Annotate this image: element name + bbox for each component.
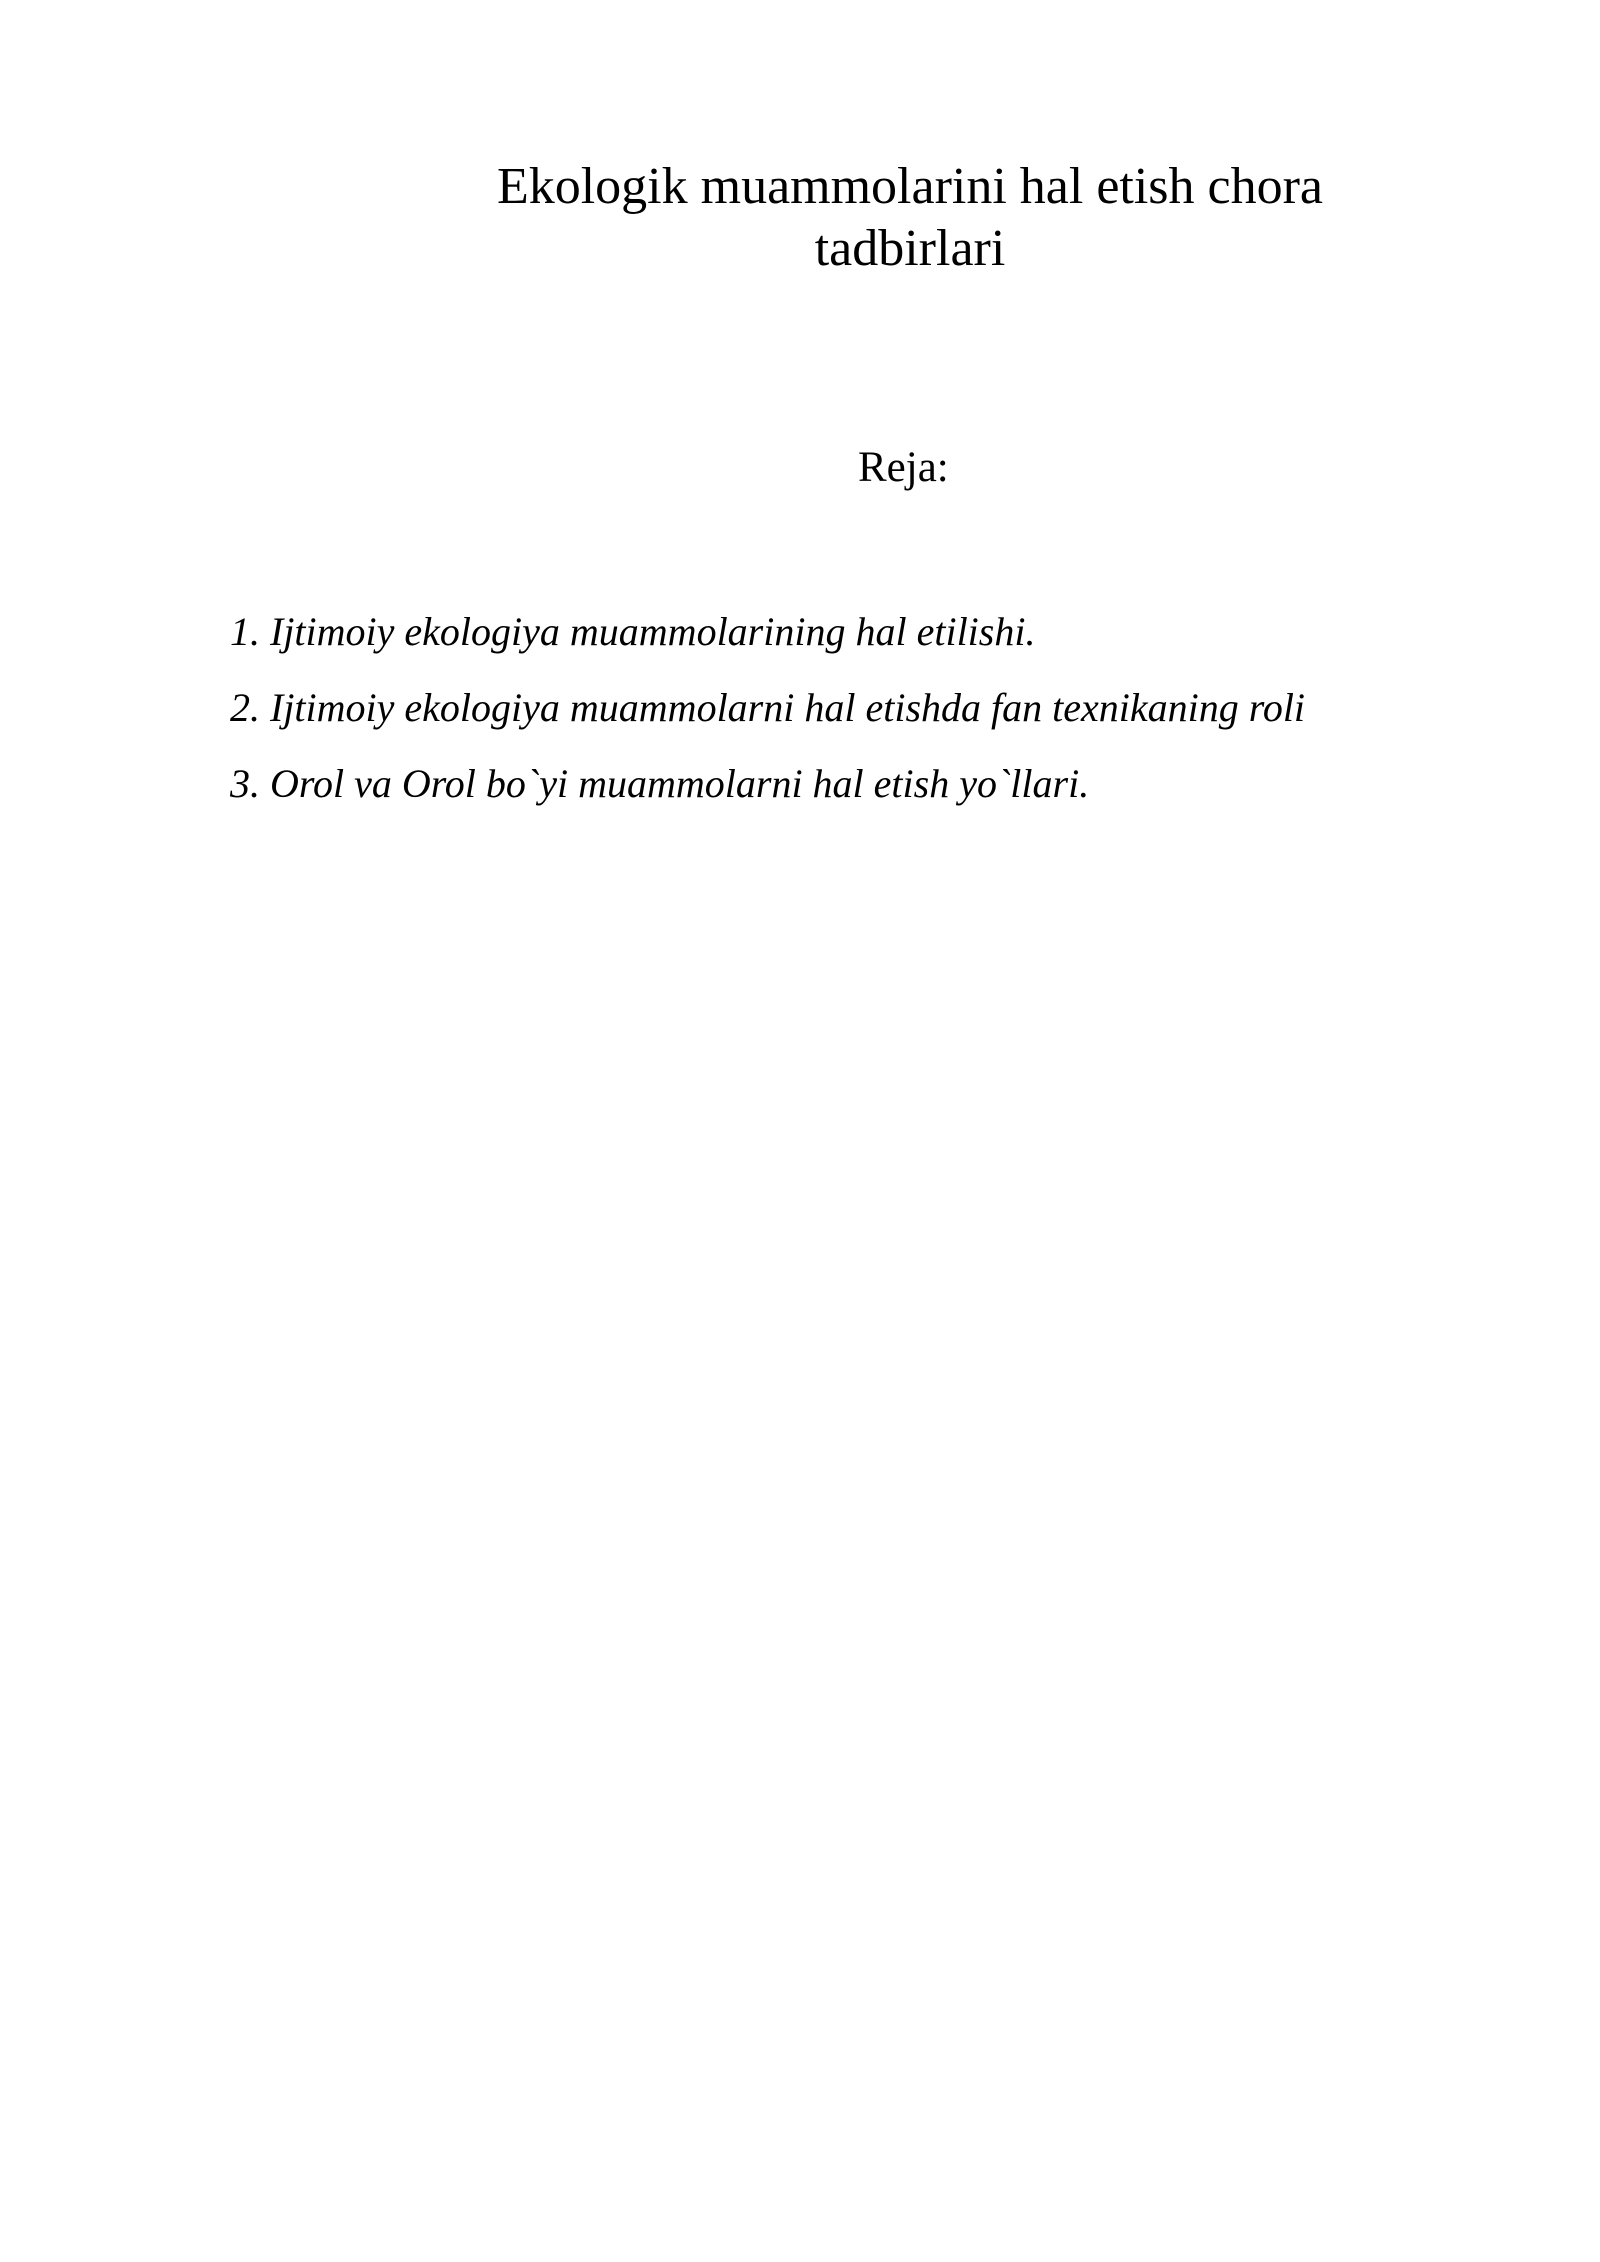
plan-item-3: 3. Orol va Orol bo`yi muammolarni hal etish yo`llari.: [230, 761, 1090, 806]
document-title-line-1: Ekologik muammolarini hal etish chora: [496, 158, 1324, 215]
document-title: [360, 156, 1460, 280]
plan-heading: Reja:: [858, 444, 949, 491]
document-title-line-2: tadbirlari: [814, 220, 1006, 277]
plan-item-1: 1. Ijtimoiy ekologiya muammolarining hal etilishi.: [230, 609, 1036, 654]
plan-item-2: 2. Ijtimoiy ekologiya muammolarni hal etishda fan texnikaning roli: [230, 685, 1306, 730]
plan-list: [230, 608, 1305, 836]
